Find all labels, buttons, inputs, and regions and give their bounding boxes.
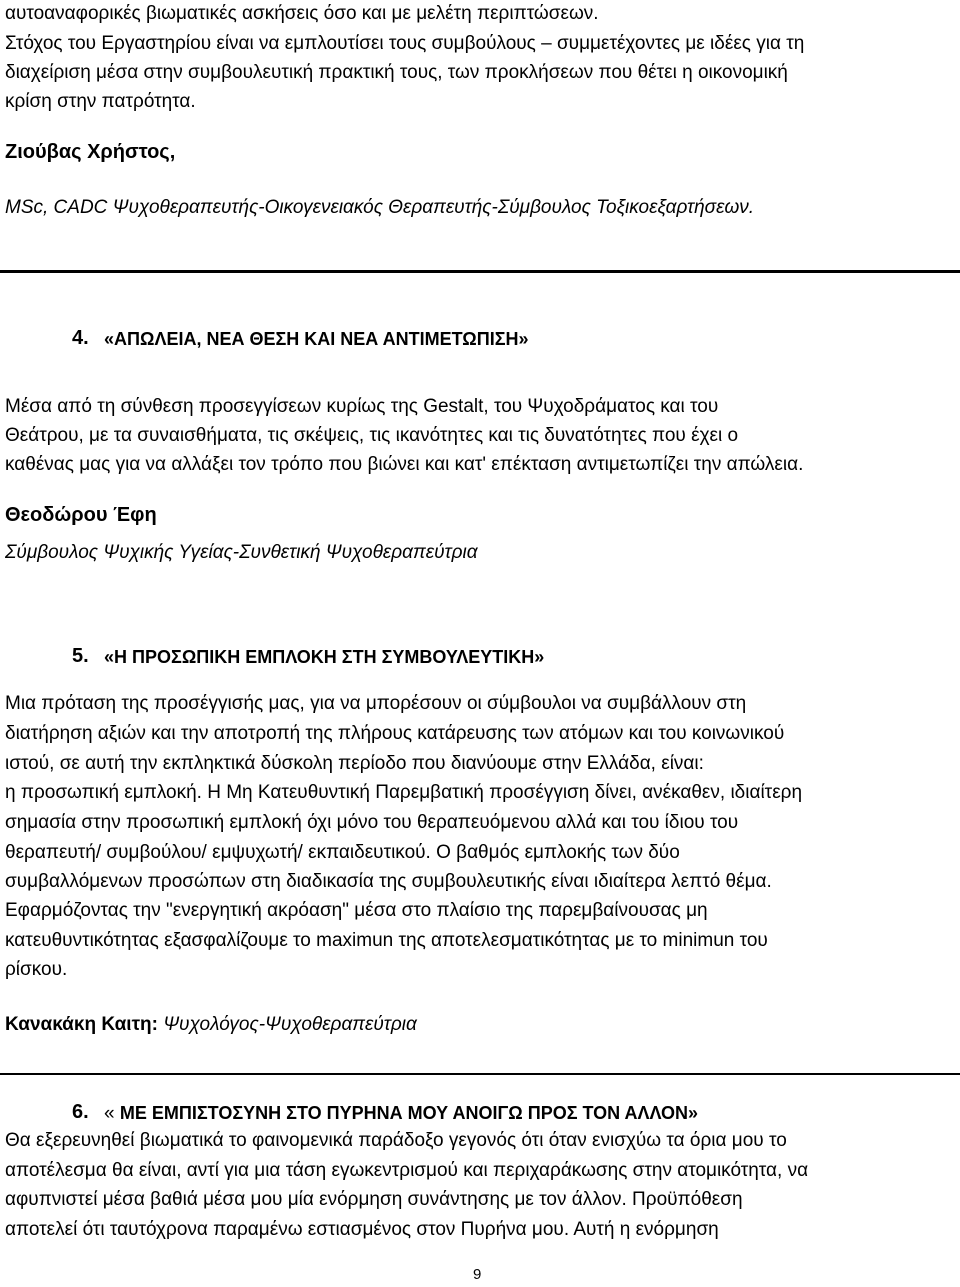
- section-divider: [0, 1073, 960, 1075]
- section-number: 4.: [72, 327, 89, 349]
- body-line: Θα εξερευνηθεί βιωματικά το φαινομενικά παράδοξο γεγονός ότι όταν ενισχύω τα όρια μου το: [5, 1130, 787, 1151]
- quote-mark: «: [104, 1103, 120, 1124]
- section-heading: «Η ΠΡΟΣΩΠΙΚΗ ΕΜΠΛΟΚΗ ΣΤΗ ΣΥΜΒΟΥΛΕΥΤΙΚΗ»: [104, 647, 545, 667]
- body-line: διατήρηση αξιών και την αποτροπή της πλήρους κατάρευσης των ατόμων και του κοινωνικού: [5, 723, 785, 744]
- body-line: αποτέλεσμα θα είναι, αντί για μια τάση εγωκεντρισμού και περιχαράκωσης στην ατομικότητα, να: [5, 1160, 809, 1181]
- presenter-title: Ψυχολόγος-Ψυχοθεραπεύτρια: [158, 1014, 417, 1035]
- intro-line: διαχείριση μέσα στην συμβουλευτική πρακτική τους, των προκλήσεων που θέτει η οικονομική: [5, 62, 788, 83]
- body-line: Θεάτρου, με τα συναισθήματα, τις σκέψεις, τις ικανότητες και τις δυνατότητες που έχει ο: [5, 425, 739, 446]
- body-line: κατευθυντικότητας εξασφαλίζουμε το maximun της αποτελεσματικότητας με το minimun του: [5, 930, 768, 951]
- presenter-name: Θεοδώρου Έφη: [5, 504, 157, 526]
- intro-line: κρίση στην πατρότητα.: [5, 91, 196, 112]
- intro-line: αυτοαναφορικές βιωματικές ασκήσεις όσο και με μελέτη περιπτώσεων.: [5, 3, 599, 24]
- section-heading: «ΑΠΩΛΕΙΑ, ΝΕΑ ΘΕΣΗ ΚΑΙ ΝΕΑ ΑΝΤΙΜΕΤΩΠΙΣΗ»: [104, 329, 529, 349]
- body-line: Μια πρόταση της προσέγγισής μας, για να μπορέσουν οι σύμβουλοι να συμβάλλουν στη: [5, 693, 747, 714]
- body-line: αποτελεί ότι ταυτόχρονα παραμένω εστιασμένος στον Πυρήνα μου. Αυτή η ενόρμηση: [5, 1219, 719, 1240]
- body-line: η προσωπική εμπλοκή. Η Μη Κατευθυντική Παρεμβατική προσέγγιση δίνει, ανέκαθεν, ιδιαίτερη: [5, 782, 803, 803]
- body-line: καθένας μας για να αλλάξει τον τρόπο που βιώνει και κατ' επέκταση αντιμετωπίζει την απώλεια.: [5, 454, 804, 475]
- presenter-title: Σύμβουλος Ψυχικής Υγείας-Συνθετική Ψυχοθεραπεύτρια: [5, 542, 478, 563]
- presenter-name: Κανακάκη Καιτη:: [5, 1014, 158, 1035]
- section-number: 5.: [72, 645, 89, 667]
- body-line: ιστού, σε αυτή την εκπληκτικά δύσκολη περίοδο που διανύουμε στην Ελλάδα, είναι:: [5, 753, 704, 774]
- section-divider: [0, 270, 960, 273]
- body-line: θεραπευτή/ συμβούλου/ εμψυχωτή/ εκπαιδευτικού. Ο βαθμός εμπλοκής των δύο: [5, 842, 680, 863]
- presenter-name: Ζιούβας Χρήστος,: [5, 141, 176, 163]
- page-number: 9: [473, 1266, 482, 1283]
- presenter-line: [5, 1013, 417, 1037]
- body-line: συμβαλλόμενων προσώπων στη διαδικασία της συμβουλευτικής είναι ιδιαίτερα λεπτό θέμα.: [5, 871, 772, 892]
- section-heading: ΜΕ ΕΜΠΙΣΤΟΣΥΝΗ ΣΤΟ ΠΥΡΗΝΑ ΜΟΥ ΑΝΟΙΓΩ ΠΡΟΣ ΤΟΝ ΑΛΛΟΝ»: [119, 1103, 699, 1123]
- intro-line: Στόχος του Εργαστηρίου είναι να εμπλουτίσει τους συμβούλους – συμμετέχοντες με ιδέες για τη: [5, 33, 805, 54]
- body-line: σημασία στην προσωπική εμπλοκή όχι μόνο του θεραπευόμενου αλλά και του ίδιου του: [5, 812, 739, 833]
- section-heading-line: [104, 1101, 698, 1126]
- body-line: Μέσα από τη σύνθεση προσεγγίσεων κυρίως της Gestalt, του Ψυχοδράματος και του: [5, 396, 719, 417]
- section-number: 6.: [72, 1101, 89, 1123]
- body-line: ρίσκου.: [5, 959, 68, 980]
- presenter-title: MSc, CADC Ψυχοθεραπευτής-Οικογενειακός Θεραπευτής-Σύμβουλος Τοξικοεξαρτήσεων.: [5, 197, 755, 218]
- body-line: Εφαρμόζοντας την "ενεργητική ακρόαση" μέσα στο πλαίσιο της παρεμβαίνουσας μη: [5, 900, 708, 921]
- body-line: αφυπνιστεί μέσα βαθιά μέσα μου μία ενόρμηση συνάντησης με τον άλλον. Προϋπόθεση: [5, 1189, 743, 1210]
